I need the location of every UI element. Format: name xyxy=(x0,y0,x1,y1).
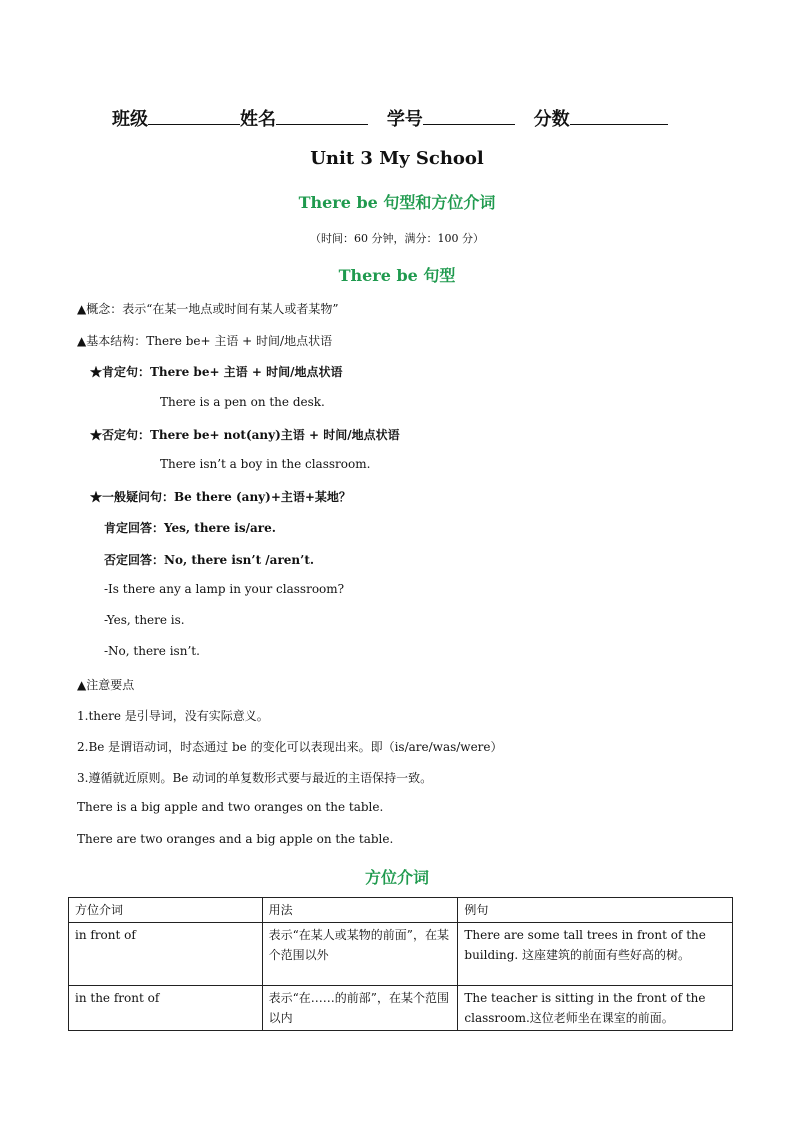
student-info-header xyxy=(112,104,668,131)
note-item: 1.there 是引导词，没有实际意义。 xyxy=(77,709,269,723)
dialog-line: -Is there any a lamp in your classroom? xyxy=(104,582,345,596)
positive-rule: ★肯定句：There be+ 主语 + 时间/地点状语 xyxy=(90,365,343,379)
note-item: 3.遵循就近原则。Be 动词的单复数形式要与最近的主语保持一致。 xyxy=(77,771,433,785)
structure-line: ▲基本结构：There be+ 主语 + 时间/地点状语 xyxy=(77,334,333,348)
negative-rule: ★否定句：There be+ not(any)主语 + 时间/地点状语 xyxy=(90,428,400,442)
table-row xyxy=(69,986,733,1031)
subtitle: There be 句型和方位介词 xyxy=(298,193,496,212)
score-label: 分数 xyxy=(533,109,570,130)
table-header-cell: 方位介词 xyxy=(69,898,263,923)
table-cell: in front of xyxy=(69,923,263,986)
table-cell: 表示“在某人或某物的前面”，在某个范围以外 xyxy=(262,923,458,986)
table-cell: 表示“在……的前部”，在某个范围以内 xyxy=(262,986,458,1031)
note-item: 2.Be 是谓语动词，时态通过 be 的变化可以表现出来。即（is/are/was/were） xyxy=(77,740,503,754)
class-blank[interactable] xyxy=(148,104,240,125)
table-cell: There are some tall trees in front of the building. 这座建筑的前面有些好高的树。 xyxy=(458,923,733,986)
dialog-line: -Yes, there is. xyxy=(104,613,185,627)
section-heading-there-be: There be 句型 xyxy=(338,266,456,285)
number-blank[interactable] xyxy=(423,104,515,125)
positive-example: There is a pen on the desk. xyxy=(160,395,325,409)
example-sentence: There are two oranges and a big apple on the table. xyxy=(77,832,394,846)
number-label: 学号 xyxy=(386,109,423,130)
concept-line: ▲概念：表示“在某一地点或时间有某人或者某物” xyxy=(77,302,339,316)
table-header-row xyxy=(69,898,733,923)
table-row xyxy=(69,923,733,986)
table-header-cell: 例句 xyxy=(458,898,733,923)
section-heading-prepositions: 方位介词 xyxy=(364,868,429,887)
example-sentence: There is a big apple and two oranges on the table. xyxy=(77,800,384,814)
class-label: 班级 xyxy=(112,109,148,130)
answer-no: 否定回答：No, there isn’t /aren’t. xyxy=(104,553,315,567)
dialog-line: -No, there isn’t. xyxy=(104,644,200,658)
exam-meta: （时间：60 分钟，满分：100 分） xyxy=(310,232,484,245)
notes-heading: ▲注意要点 xyxy=(77,678,135,692)
question-rule: ★一般疑问句：Be there (any)+主语+某地？ xyxy=(90,490,351,504)
table-cell: in the front of xyxy=(69,986,263,1031)
name-label: 姓名 xyxy=(240,109,276,130)
table-header-cell: 用法 xyxy=(262,898,458,923)
score-blank[interactable] xyxy=(570,104,668,125)
page-title: Unit 3 My School xyxy=(310,148,484,169)
preposition-table xyxy=(68,897,733,1031)
name-blank[interactable] xyxy=(276,104,368,125)
answer-yes: 肯定回答：Yes, there is/are. xyxy=(104,521,276,535)
negative-example: There isn’t a boy in the classroom. xyxy=(160,457,371,471)
table-cell: The teacher is sitting in the front of the classroom.这位老师坐在课室的前面。 xyxy=(458,986,733,1031)
